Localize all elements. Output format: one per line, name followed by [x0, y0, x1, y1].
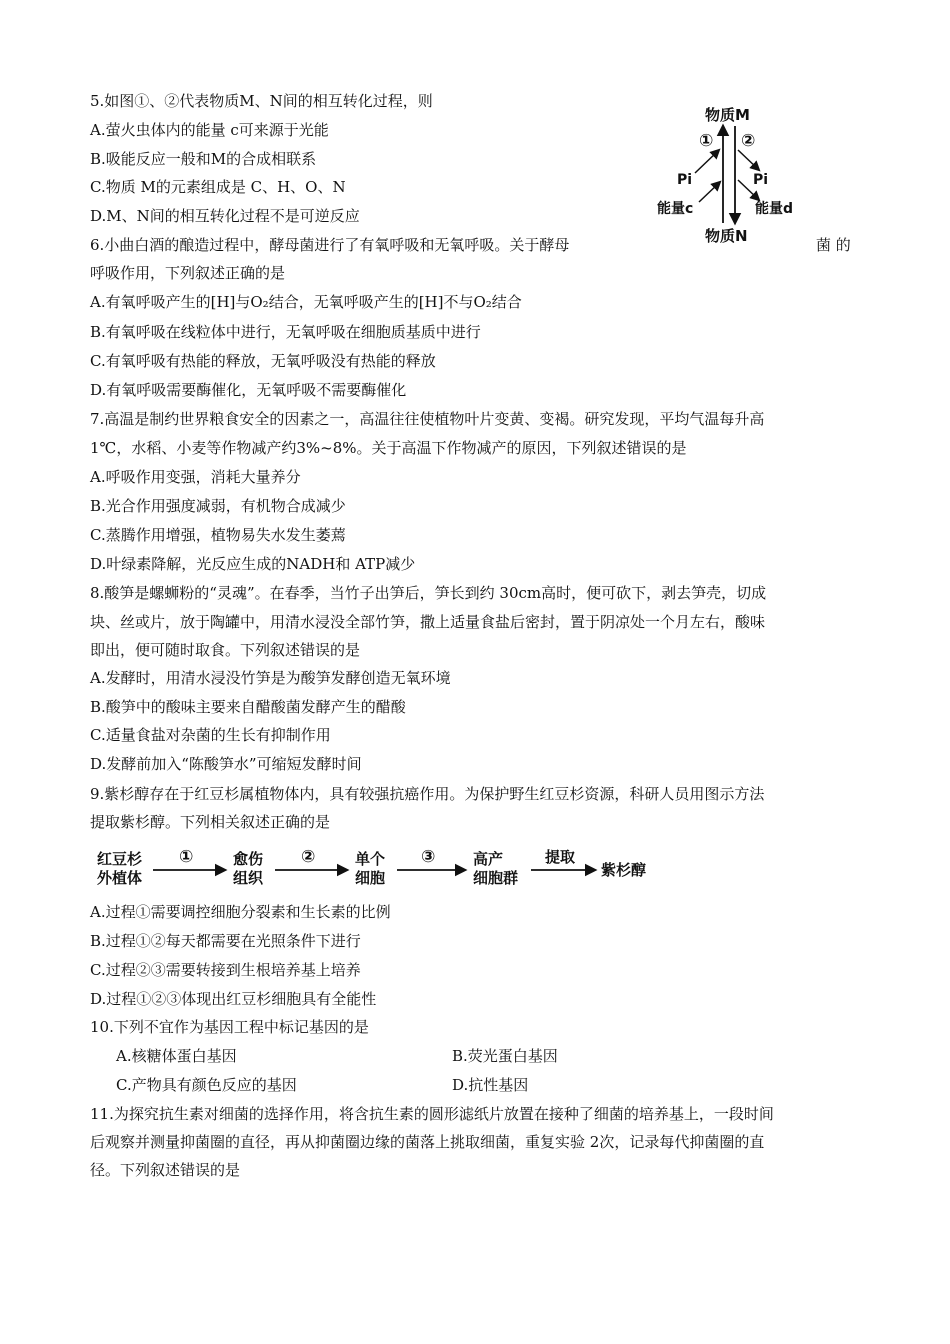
q8-option-b: B.酸笋中的酸味主要来自醋酸菌发酵产生的醋酸 [90, 698, 406, 716]
flow-step-3: ③ [421, 848, 436, 867]
q8-stem-line2: 块、丝或片，放于陶罐中，用清水浸没全部竹笋，撒上适量食盐后密封，置于阴凉处一个月左右，酸味 [90, 613, 766, 631]
q8-stem-line1: 8.酸笋是螺蛳粉的“灵魂”。在春季，当竹子出笋后，笋长到约 30cm高时，便可砍下，剥去笋壳，切成 [90, 584, 767, 602]
q6-option-b: B.有氧呼吸在线粒体中进行，无氧呼吸在细胞质基质中进行 [90, 323, 481, 341]
q8-option-d: D.发酵前加入“陈酸笋水”可缩短发酵时间 [90, 755, 362, 773]
q11-stem-line1: 11.为探究抗生素对细菌的选择作用，将含抗生素的圆形滤纸片放置在接种了细菌的培养基上，一段时间 [90, 1105, 774, 1123]
q6-option-d: D.有氧呼吸需要酶催化，无氧呼吸不需要酶催化 [90, 381, 407, 399]
substance-m-label: 物质M [705, 106, 750, 124]
q7-option-d: D.叶绿素降解，光反应生成的NADH和 ATP减少 [90, 555, 416, 573]
q11-stem-line2: 后观察并测量抑菌圈的直径，再从抑菌圈边缘的菌落上挑取细菌，重复实验 2次，记录每代抑菌圈的直 [90, 1133, 765, 1151]
q8-stem-line3: 即出，便可随时取食。下列叙述错误的是 [90, 641, 361, 659]
flow-node-1a: 红豆杉 [97, 850, 143, 868]
q10-option-b: B.荧光蛋白基因 [452, 1047, 558, 1065]
flow-step-2: ② [301, 848, 316, 867]
q9-option-a: A.过程①需要调控细胞分裂素和生长素的比例 [90, 903, 391, 921]
flow-node-2b: 组织 [233, 869, 264, 887]
q5-option-b: B.吸能反应一般和M的合成相联系 [90, 150, 317, 168]
q6-option-a: A.有氧呼吸产生的[H]与O₂结合，无氧呼吸产生的[H]不与O₂结合 [90, 293, 522, 311]
taxol-extraction-flowchart [95, 848, 665, 888]
process-2-label: ② [741, 131, 756, 151]
q6-stem-line1: 6.小曲白酒的酿造过程中，酵母菌进行了有氧呼吸和无氧呼吸。关于酵母 [90, 236, 570, 254]
q6-stem-line2: 呼吸作用，下列叙述正确的是 [90, 264, 286, 282]
q6-stem-line1-end: 菌 的 [816, 236, 851, 254]
q8-option-a: A.发酵时，用清水浸没竹笋是为酸笋发酵创造无氧环境 [90, 669, 451, 687]
q7-option-b: B.光合作用强度减弱，有机物合成减少 [90, 497, 346, 515]
pi-left-label: Pi [677, 172, 693, 188]
q7-stem-line1: 7.高温是制约世界粮食安全的因素之一，高温往往使植物叶片变黄、变褐。研究发现，平均气温每升高 [90, 410, 765, 428]
pi-out-arrow-icon [738, 150, 759, 170]
flow-node-4a: 高产 [473, 850, 504, 868]
flow-node-3a: 单个 [355, 850, 386, 868]
q10-option-d: D.抗性基因 [452, 1076, 529, 1094]
flow-node-4b: 细胞群 [473, 869, 519, 887]
q9-option-d: D.过程①②③体现出红豆杉细胞具有全能性 [90, 990, 377, 1008]
q7-stem-line2: 1℃，水稻、小麦等作物减产约3%~8%。关于高温下作物减产的原因，下列叙述错误的是 [90, 439, 687, 457]
q5-option-a: A.萤火虫体内的能量 c可来源于光能 [90, 121, 329, 139]
flow-node-1b: 外植体 [97, 869, 143, 887]
atp-adp-conversion-diagram [655, 98, 815, 248]
pi-right-label: Pi [753, 172, 769, 188]
q11-stem-line3: 径。下列叙述错误的是 [90, 1161, 241, 1179]
substance-n-label: 物质N [705, 227, 748, 245]
q7-option-a: A.呼吸作用变强，消耗大量养分 [90, 468, 301, 486]
q10-stem: 10.下列不宜作为基因工程中标记基因的是 [90, 1018, 369, 1036]
q5-stem: 5.如图①、②代表物质M、N间的相互转化过程，则 [90, 92, 433, 110]
flow-step-4: 提取 [545, 848, 576, 866]
q9-option-c: C.过程②③需要转接到生根培养基上培养 [90, 961, 361, 979]
q7-option-c: C.蒸腾作用增强，植物易失水发生萎蔫 [90, 526, 346, 544]
flow-step-1: ① [179, 848, 194, 867]
q9-stem-line2: 提取紫杉醇。下列相关叙述正确的是 [90, 813, 331, 831]
energy-c-in-arrow-icon [699, 182, 720, 202]
q9-stem-line1: 9.紫杉醇存在于红豆杉属植物体内，具有较强抗癌作用。为保护野生红豆杉资源，科研人员用图示方法 [90, 785, 765, 803]
flow-node-5: 紫杉醇 [601, 861, 647, 879]
flow-node-2a: 愈伤 [233, 850, 264, 868]
energy-d-label: 能量d [755, 201, 794, 217]
q10-option-c: C.产物具有颜色反应的基因 [116, 1076, 297, 1094]
energy-c-label: 能量c [657, 201, 694, 217]
flow-node-3b: 细胞 [355, 869, 386, 887]
q10-option-a: A.核糖体蛋白基因 [116, 1047, 237, 1065]
q5-option-c: C.物质 M的元素组成是 C、H、O、N [90, 178, 346, 196]
q6-option-c: C.有氧呼吸有热能的释放，无氧呼吸没有热能的释放 [90, 352, 436, 370]
q8-option-c: C.适量食盐对杂菌的生长有抑制作用 [90, 726, 331, 744]
q9-option-b: B.过程①②每天都需要在光照条件下进行 [90, 932, 361, 950]
pi-in-arrow-icon [695, 150, 719, 173]
q5-option-d: D.M、N间的相互转化过程不是可逆反应 [90, 207, 360, 225]
process-1-label: ① [699, 131, 714, 151]
